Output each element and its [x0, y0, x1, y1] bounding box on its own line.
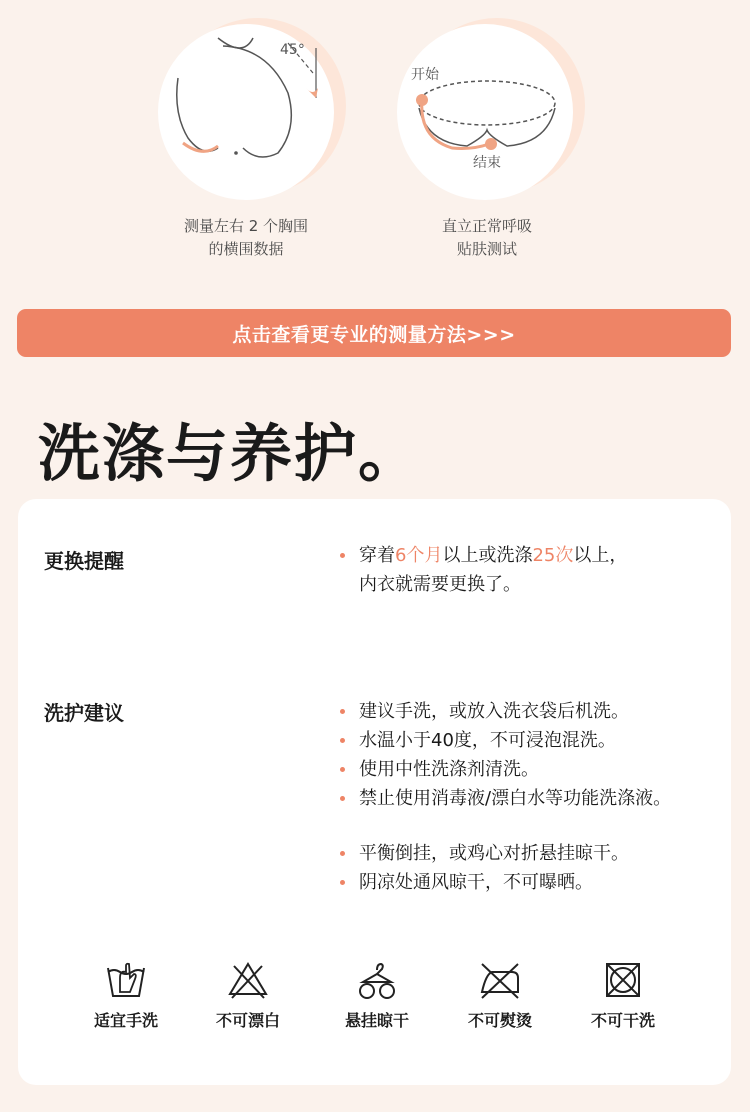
no-iron-label: 不可熨烫	[467, 1011, 532, 1030]
replace-highlight-months: 6个月	[395, 545, 443, 566]
underbust-measure-illustration	[397, 18, 587, 203]
diagram1-caption-line1: 测量左右 2 个胸围	[183, 217, 309, 235]
replace-highlight-washes: 25次	[532, 545, 574, 566]
wash-advice-list	[338, 697, 671, 813]
measure-diagram-2	[397, 18, 587, 203]
replace-text-c: 以上，	[573, 545, 628, 566]
care-section-title: 洗涤与养护。	[38, 417, 423, 490]
replace-reminder-text	[338, 541, 627, 599]
no-bleach-icon	[226, 960, 270, 1000]
replace-text-b: 以上或洗涤	[442, 545, 533, 566]
wash-advice-item: 禁止使用消毒液/漂白水等功能洗涤液。	[338, 784, 671, 813]
angle-label: 45°	[280, 42, 305, 58]
start-label: 开始	[411, 67, 439, 83]
diagram2-caption	[397, 215, 577, 261]
care-symbol-hang-dry	[322, 960, 432, 1031]
hang-dry-icon	[355, 960, 399, 1000]
replace-reminder-item	[338, 541, 627, 570]
care-symbol-no-bleach	[193, 960, 303, 1031]
dry-advice-item: 阴凉处通风晾干，不可曝晒。	[338, 868, 629, 897]
measure-diagram-1	[158, 18, 348, 203]
replace-reminder-line2: 内衣就需要更换了。	[359, 574, 521, 595]
bust-measure-illustration	[158, 18, 348, 203]
hand-wash-label: 适宜手洗	[93, 1011, 158, 1030]
diagram2-caption-line2: 贴肤测试	[456, 240, 517, 258]
no-dry-clean-icon	[601, 960, 645, 1000]
wash-advice-item: 建议手洗，或放入洗衣袋后机洗。	[338, 697, 671, 726]
care-symbol-hand-wash	[71, 960, 181, 1031]
diagram1-caption-line2: 的横围数据	[208, 240, 284, 258]
dry-advice-item: 平衡倒挂，或鸡心对折悬挂晾干。	[338, 839, 629, 868]
wash-advice-item: 使用中性洗涤剂清洗。	[338, 755, 671, 784]
care-symbol-no-iron	[445, 960, 555, 1031]
no-dry-clean-label: 不可干洗	[590, 1011, 655, 1030]
replace-text-a: 穿着	[359, 545, 395, 566]
no-bleach-label: 不可漂白	[215, 1011, 280, 1030]
measure-method-button[interactable]	[17, 309, 731, 357]
end-label: 结束	[473, 155, 501, 171]
wash-advice-label: 洗护建议	[44, 701, 124, 725]
diagram2-caption-line1: 直立正常呼吸	[441, 217, 532, 235]
no-iron-icon	[478, 960, 522, 1000]
dry-advice-list	[338, 839, 629, 897]
replace-reminder-label: 更换提醒	[44, 549, 124, 573]
care-symbol-no-dry-clean	[568, 960, 678, 1031]
diagram1-caption	[158, 215, 334, 261]
measure-method-button-label: 点击查看更专业的测量方法>>>	[232, 323, 516, 346]
hang-dry-label: 悬挂晾干	[344, 1011, 409, 1030]
hand-wash-icon	[104, 960, 148, 1000]
wash-advice-item: 水温小于40度，不可浸泡混洗。	[338, 726, 671, 755]
